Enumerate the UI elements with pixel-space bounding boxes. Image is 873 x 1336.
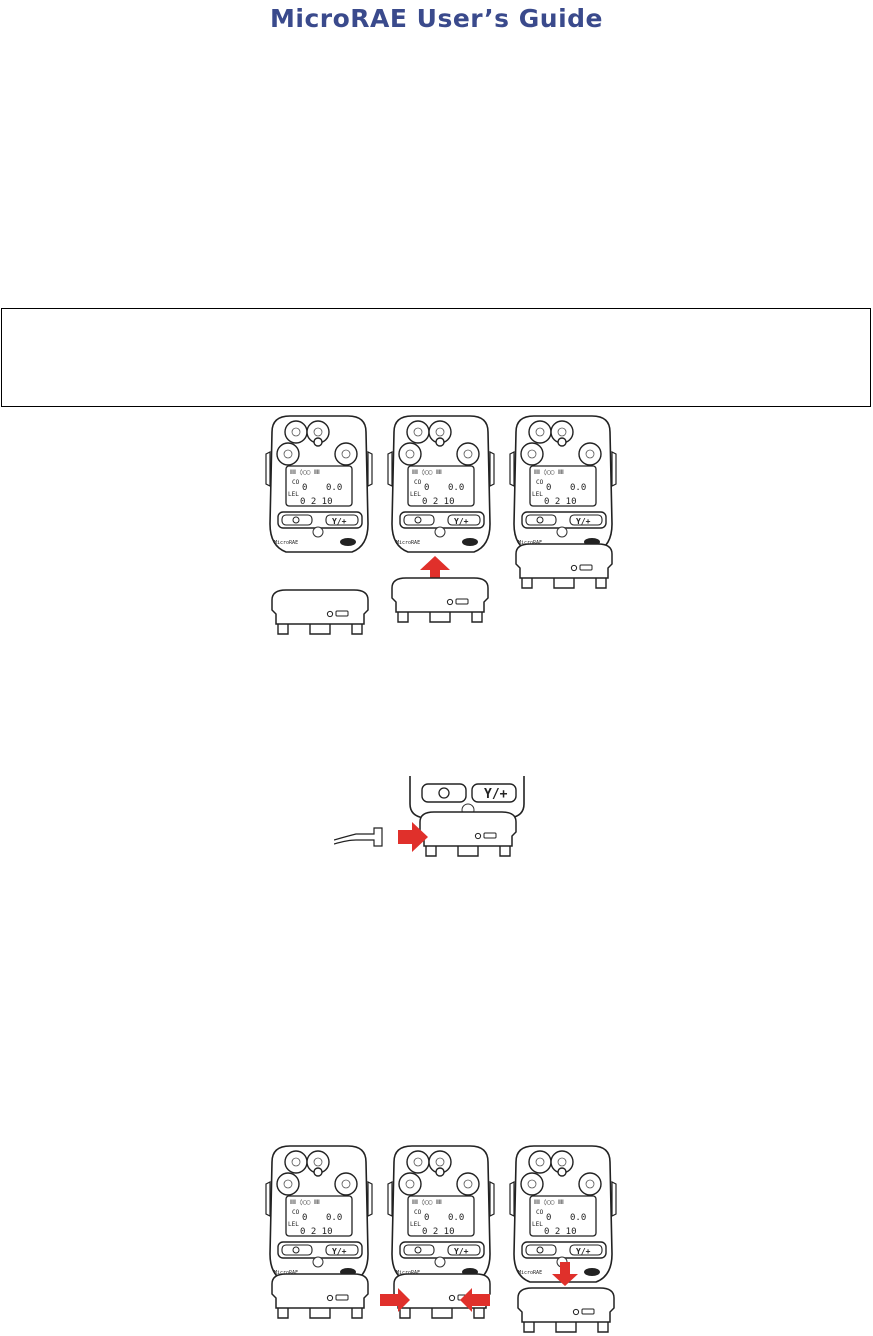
svg-text:Y/+: Y/+: [484, 787, 508, 802]
device-1: [266, 416, 372, 552]
figure-attach-cradle: [258, 414, 618, 650]
cradle-attaching: [392, 578, 488, 622]
device-2: [388, 416, 494, 552]
notice-box: [1, 308, 871, 407]
page-header-title: MicroRAE User’s Guide: [270, 4, 603, 33]
cradle-attached: [516, 544, 612, 588]
figure-plug-charger: [334, 776, 534, 888]
device-6: [510, 1146, 616, 1282]
device-4: [266, 1146, 372, 1282]
device-3: [510, 416, 616, 552]
cradle-removed: [518, 1288, 614, 1332]
cradle-detached: [272, 590, 368, 634]
up-arrow: [420, 556, 450, 580]
figure-detach-cradle: [258, 1144, 618, 1336]
cradle-attached-2: [272, 1274, 368, 1318]
device-5: [388, 1146, 494, 1282]
